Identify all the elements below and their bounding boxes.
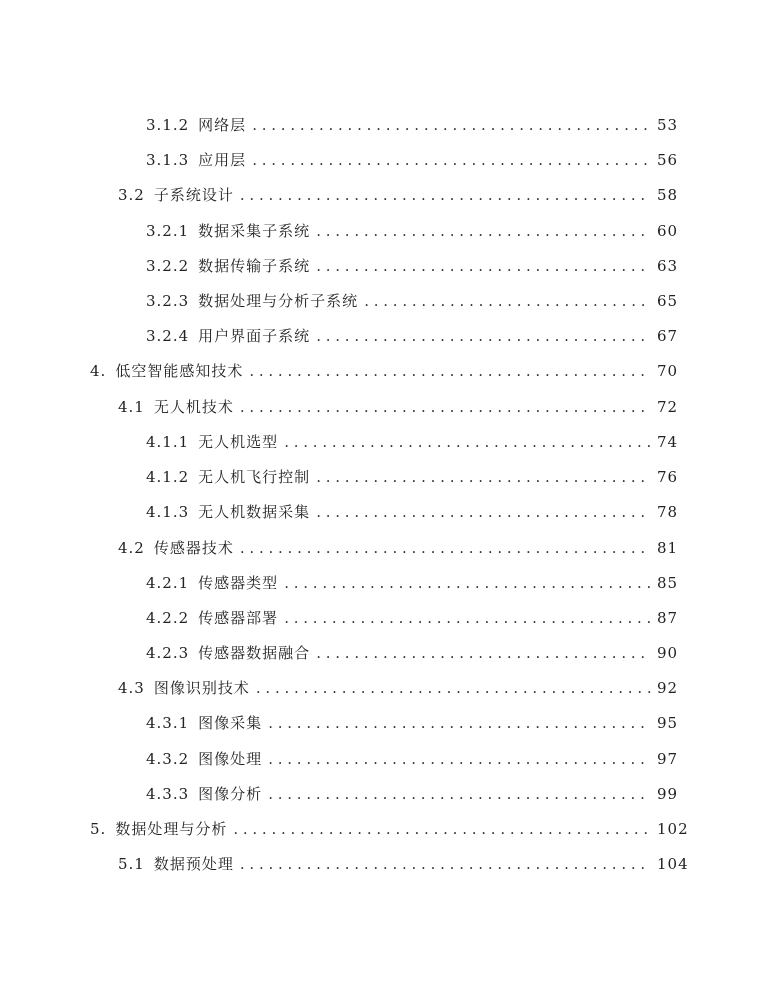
toc-entry-number: 4.1.3: [146, 503, 190, 521]
toc-entry-title: 传感器技术: [153, 539, 234, 557]
toc-entry-page: 67: [657, 327, 679, 345]
toc-entry-number: 4.2.3: [146, 644, 190, 662]
toc-entry[interactable]: [146, 571, 679, 595]
toc-entry-title: 传感器部署: [198, 609, 279, 627]
toc-entry-number: 4.1: [118, 398, 145, 416]
toc-entry-title: 数据处理与分析: [115, 820, 228, 838]
toc-entry[interactable]: [146, 782, 679, 806]
toc-dot-leader: [268, 711, 651, 735]
toc-entry-title: 子系统设计: [153, 186, 234, 204]
toc-entry-title: 数据处理与分析子系统: [198, 292, 359, 310]
toc-entry[interactable]: [146, 500, 679, 524]
toc-entry[interactable]: [146, 606, 679, 630]
toc-entry-number: 3.2.2: [146, 257, 190, 275]
toc-entry-number: 4.1.2: [146, 468, 190, 486]
toc-entry-number: 3.1.2: [146, 116, 190, 134]
toc-dot-leader: [284, 430, 651, 454]
toc-entry-title: 网络层: [198, 116, 247, 134]
toc-dot-leader: [316, 641, 651, 665]
toc-dot-leader: [240, 395, 651, 419]
toc-entry-number: 3.2.3: [146, 292, 190, 310]
toc-entry-page: 74: [657, 433, 679, 451]
toc-entry-page: 63: [657, 257, 679, 275]
toc-entry[interactable]: [146, 711, 679, 735]
toc-entry-title: 无人机技术: [153, 398, 234, 416]
toc-entry-title: 应用层: [198, 151, 247, 169]
toc-entry-page: 81: [657, 539, 679, 557]
toc-dot-leader: [316, 465, 651, 489]
toc-entry-page: 90: [657, 644, 679, 662]
toc-entry-page: 58: [657, 186, 679, 204]
toc-entry-title: 无人机选型: [198, 433, 279, 451]
toc-entry-page: 70: [657, 362, 679, 380]
toc-dot-leader: [268, 747, 651, 771]
toc-dot-leader: [256, 676, 651, 700]
toc-entry[interactable]: [90, 817, 689, 841]
toc-entry-number: 3.1.3: [146, 151, 190, 169]
toc-entry-number: 4.2.1: [146, 574, 190, 592]
toc-dot-leader: [240, 183, 651, 207]
toc-entry-title: 传感器类型: [198, 574, 279, 592]
toc-entry-page: 104: [657, 855, 689, 873]
toc-entry[interactable]: [118, 536, 679, 560]
toc-entry-number: 4.3.3: [146, 785, 190, 803]
toc-entry-number: 5.: [90, 820, 107, 838]
toc-entry-number: 4.3: [118, 679, 145, 697]
toc-entry[interactable]: [146, 219, 679, 243]
toc-entry-page: 99: [657, 785, 679, 803]
toc-entry-page: 56: [657, 151, 679, 169]
toc-dot-leader: [240, 852, 651, 876]
toc-dot-leader: [364, 289, 651, 313]
toc-entry-number: 4.: [90, 362, 107, 380]
toc-entry[interactable]: [146, 747, 679, 771]
toc-entry-page: 92: [657, 679, 679, 697]
toc-entry-page: 76: [657, 468, 679, 486]
toc-entry-title: 传感器数据融合: [198, 644, 311, 662]
toc-entry[interactable]: [90, 359, 679, 383]
toc-dot-leader: [316, 254, 651, 278]
toc-entry-number: 4.2: [118, 539, 145, 557]
toc-entry-title: 图像识别技术: [153, 679, 250, 697]
toc-entry-page: 85: [657, 574, 679, 592]
toc-entry[interactable]: [146, 324, 679, 348]
toc-entry[interactable]: [146, 113, 679, 137]
toc-entry-title: 低空智能感知技术: [115, 362, 244, 380]
toc-entry-title: 图像处理: [198, 750, 263, 768]
toc-entry[interactable]: [146, 148, 679, 172]
toc-dot-leader: [284, 571, 651, 595]
toc-entry-title: 无人机数据采集: [198, 503, 311, 521]
toc-entry-page: 78: [657, 503, 679, 521]
toc-dot-leader: [233, 817, 651, 841]
toc-entry-number: 3.2.1: [146, 222, 190, 240]
toc-entry-number: 4.1.1: [146, 433, 190, 451]
toc-dot-leader: [316, 324, 651, 348]
toc-entry-title: 数据传输子系统: [198, 257, 311, 275]
toc-entry-page: 95: [657, 714, 679, 732]
toc-entry[interactable]: [146, 430, 679, 454]
toc-entry-page: 97: [657, 750, 679, 768]
toc-entry[interactable]: [118, 183, 679, 207]
toc-entry[interactable]: [146, 465, 679, 489]
toc-entry-title: 图像分析: [198, 785, 263, 803]
toc-entry-page: 72: [657, 398, 679, 416]
toc-entry[interactable]: [146, 289, 679, 313]
toc-entry-number: 4.3.2: [146, 750, 190, 768]
toc-dot-leader: [249, 359, 651, 383]
toc-entry-title: 用户界面子系统: [198, 327, 311, 345]
toc-entry[interactable]: [146, 254, 679, 278]
toc-entry-number: 4.3.1: [146, 714, 190, 732]
toc-dot-leader: [268, 782, 651, 806]
toc-dot-leader: [316, 219, 651, 243]
toc-entry[interactable]: [118, 852, 689, 876]
toc-entry[interactable]: [118, 676, 679, 700]
toc-dot-leader: [316, 500, 651, 524]
toc-entry-page: 60: [657, 222, 679, 240]
toc-entry[interactable]: [146, 641, 679, 665]
toc-dot-leader: [240, 536, 651, 560]
toc-entry-page: 65: [657, 292, 679, 310]
toc-entry-number: 5.1: [118, 855, 145, 873]
toc-entry-number: 4.2.2: [146, 609, 190, 627]
toc-entry-title: 数据采集子系统: [198, 222, 311, 240]
toc-entry-page: 53: [657, 116, 679, 134]
toc-entry-page: 87: [657, 609, 679, 627]
toc-entry-page: 102: [657, 820, 689, 838]
toc-entry-number: 3.2.4: [146, 327, 190, 345]
toc-entry-title: 图像采集: [198, 714, 263, 732]
toc-entry-number: 3.2: [118, 186, 145, 204]
toc-entry-title: 无人机飞行控制: [198, 468, 311, 486]
toc-entry-title: 数据预处理: [153, 855, 234, 873]
toc-dot-leader: [252, 148, 651, 172]
toc-entry[interactable]: [118, 395, 679, 419]
toc-dot-leader: [252, 113, 651, 137]
toc-dot-leader: [284, 606, 651, 630]
